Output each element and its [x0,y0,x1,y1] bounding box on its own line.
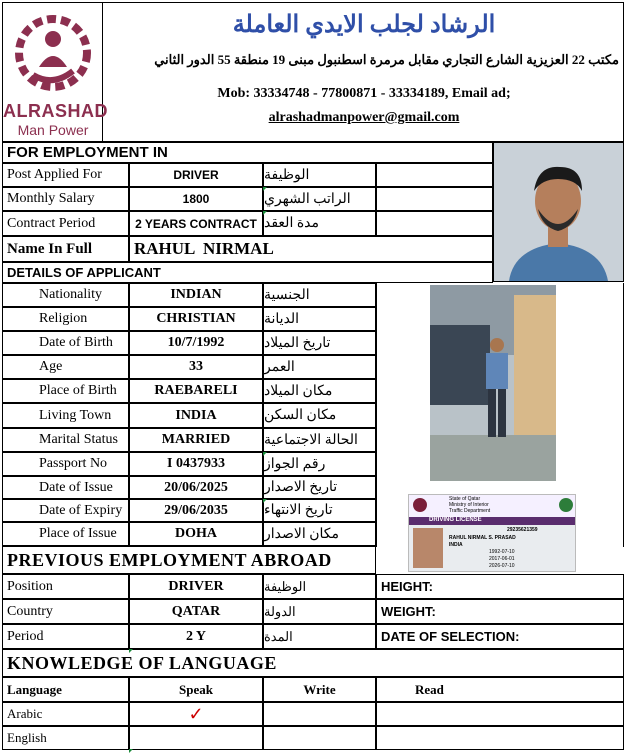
previous-value-text: QATAR [171,603,221,619]
previous-side [376,624,624,649]
lang-name-text: English [7,730,47,745]
cell-marker [129,649,133,653]
applicant-value-text: 33 [189,359,203,374]
applicant-label-text: Nationality [39,287,102,302]
applicant-value-text: 29/06/2035 [164,502,228,518]
checkmark-icon: ✓ [188,703,204,724]
name-label-text: Name In Full [7,240,93,257]
previous-side-text: WEIGHT: [381,604,436,619]
emp-label-contract [2,211,129,236]
lang-header-read [376,677,624,702]
applicant-arabic-text: مكان الاصدار [264,526,340,542]
section-previous [2,546,376,574]
portrait-image [494,143,623,281]
license-dob: 1992-07-10 [489,549,515,555]
applicant-label-text: Date of Birth [39,335,113,350]
previous-label [2,574,129,599]
cell-marker [263,187,267,191]
logo [3,3,108,141]
previous-side-text: DATE OF SELECTION: [381,629,520,644]
lang-header-language [2,677,129,702]
applicant-arabic [263,452,376,476]
lang-row-english-read[interactable] [376,726,624,750]
applicant-label [2,428,129,452]
applicant-arabic [263,522,376,546]
license-nat: INDIA [449,542,463,548]
applicant-value-text: INDIA [175,407,217,423]
applicant-value-text: CHRISTIAN [156,311,236,326]
applicant-value [129,428,263,452]
previous-side [376,599,624,624]
applicant-label-text: Age [39,359,63,374]
license-number: 29235621359 [507,527,538,533]
applicant-arabic-text: تاريخ الانتهاء [264,503,333,518]
applicant-arabic [263,428,376,452]
lang-name-text: Arabic [7,706,43,721]
applicant-label [2,476,129,499]
previous-label [2,624,129,649]
cell-marker [263,211,267,215]
license-dept: Traffic Department [449,508,491,514]
logo-mark [3,5,103,105]
previous-arabic [263,599,376,624]
applicant-value [129,355,263,379]
previous-arabic [263,574,376,599]
portrait-photo [493,142,624,282]
previous-arabic [263,624,376,649]
previous-arabic-text: الوظيفة [264,578,307,594]
applicant-value-text: MARRIED [161,432,231,447]
applicant-value [129,452,263,476]
previous-label-text: Country [7,603,53,619]
applicant-arabic [263,403,376,428]
applicant-label-text: Living Town [39,407,112,423]
applicant-label [2,331,129,355]
previous-value-text: DRIVER [168,578,224,594]
applicant-value [129,476,263,499]
emp-label-text: Post Applied For [7,167,102,182]
previous-value [129,574,263,599]
applicant-arabic-text: رقم الجواز [264,456,326,472]
section-employment [2,142,493,163]
lang-row-english-speak[interactable] [129,726,263,750]
applicant-value [129,307,263,331]
emp-arabic-post [263,163,376,187]
applicant-arabic-text: تاريخ الاصدار [264,480,338,495]
previous-label-text: Position [7,578,53,594]
emp-label-text: Monthly Salary [7,191,95,206]
lang-row-arabic-speak[interactable] [129,702,263,726]
applicant-label [2,452,129,476]
applicant-value [129,522,263,546]
lang-header-text: Read [415,681,444,697]
applicant-arabic [263,499,376,522]
applicant-value-text: DOHA [175,526,217,541]
applicant-arabic-text: مكان السكن [264,408,337,423]
emp-arabic-text: الوظيفة [264,167,310,183]
lang-header-text: Write [303,681,336,697]
emp-label-salary [2,187,129,211]
previous-value [129,599,263,624]
emp-label-post [2,163,129,187]
applicant-label-text: Place of Birth [39,383,117,398]
section-language [2,649,624,677]
lang-row-english-write[interactable] [263,726,376,750]
name-label [2,236,129,262]
license-ministry: Ministry of Interior [449,502,489,508]
applicant-label-text: Date of Issue [39,479,113,495]
lang-row-arabic-read[interactable] [376,702,624,726]
applicant-label [2,355,129,379]
applicant-label [2,403,129,428]
previous-side-text: HEIGHT: [381,579,433,594]
applicant-label [2,379,129,403]
previous-label-text: Period [7,628,44,644]
applicant-arabic-text: مكان الميلاد [264,383,333,399]
cell-marker [263,452,267,456]
emp-label-text: Contract Period [7,215,96,231]
emp-arabic-text: الراتب الشهري [264,191,351,207]
cell-marker [263,499,267,503]
lang-row-english-name [2,726,129,750]
license-name: RAHUL NIRMAL S. PRASAD [449,535,516,541]
email-line[interactable]: alrashadmanpower@gmail.com [268,110,460,125]
cell-marker [129,749,133,753]
applicant-label-text: Date of Expiry [39,502,123,518]
section-applicant-title: DETAILS OF APPLICANT [7,265,161,280]
emp-arabic-text: مدة العقد [264,216,320,231]
applicant-label-text: Marital Status [39,432,118,447]
license-first-issue: 2017-06-01 [489,556,515,562]
applicant-arabic-text: الجنسية [264,287,310,303]
applicant-arabic [263,283,376,307]
applicant-value [129,403,263,428]
lang-row-arabic-name [2,702,129,726]
emp-arabic-contract [263,211,376,236]
applicant-arabic [263,476,376,499]
logo-name: ALRASHAD [3,101,108,121]
section-employment-title: FOR EMPLOYMENT IN [7,144,168,161]
applicant-value-text: 20/06/2025 [164,479,228,495]
emp-blank-salary [376,187,493,211]
applicant-arabic [263,379,376,403]
previous-value-text: 2 Y [185,628,207,644]
license-state: State of Qatar [449,496,481,502]
lang-row-arabic-write[interactable] [263,702,376,726]
emp-blank-post [376,163,493,187]
applicant-value-text: 10/7/1992 [167,335,225,350]
applicant-value [129,331,263,355]
applicant-value-text: INDIAN [170,287,222,302]
applicant-arabic-text: الديانة [264,311,300,327]
applicant-label [2,283,129,307]
lang-header-speak [129,677,263,702]
applicant-label-text: Passport No [39,456,108,471]
applicant-value [129,283,263,307]
emp-value-post [129,163,263,187]
right-photo-area [376,283,624,547]
applicant-arabic [263,307,376,331]
lang-header-text: Language [7,681,62,697]
name-value-text: RAHUL NIRMAL [134,239,274,258]
previous-label [2,599,129,624]
applicant-value [129,379,263,403]
previous-value [129,624,263,649]
mob-line: Mob: 33334748 - 77800871 - 33334189, Email ad; [217,86,511,101]
previous-side [376,574,624,599]
applicant-arabic-text: العمر [264,359,295,375]
emp-value-contract [129,211,263,236]
applicant-value [129,499,263,522]
license-validity: 2026-07-10 [489,563,515,569]
lang-header-text: Speak [179,681,213,697]
applicant-arabic [263,355,376,379]
applicant-value-text: RAEBARELI [154,383,238,398]
lang-header-write [263,677,376,702]
applicant-label-text: Place of Issue [39,526,117,541]
emp-value-text: DRIVER [173,168,219,182]
applicant-value-text: I 0437933 [167,456,225,471]
logo-sub: Man Power [17,122,89,138]
emp-value-text: 2 YEARS CONTRACT [135,216,257,231]
section-language-title: KNOWLEDGE OF LANGUAGE [7,652,277,673]
previous-arabic-text: المدة [264,628,293,644]
arabic-title: الرشاد لجلب الايدي العاملة [232,12,496,38]
emp-arabic-salary [263,187,376,211]
applicant-label [2,499,129,522]
section-applicant [2,262,493,283]
emp-value-salary [129,187,263,211]
emp-value-text: 1800 [182,192,210,206]
applicant-arabic [263,331,376,355]
name-value [129,236,493,262]
applicant-arabic-text: الحالة الاجتماعية [264,432,358,448]
emp-blank-contract [376,211,493,236]
applicant-label [2,522,129,546]
arabic-address: مكتب 22 العزيزية الشارع التجاري مقابل مرمرة اسطنبول مبنى 19 منطقة 55 الدور الثاني [154,52,619,67]
applicant-label [2,307,129,331]
license-title: DRIVING LICENSE [429,517,482,523]
section-previous-title: PREVIOUS EMPLOYMENT ABROAD [7,549,332,570]
applicant-label-text: Religion [39,311,88,326]
previous-arabic-text: الدولة [264,603,296,619]
applicant-arabic-text: تاريخ الميلاد [264,335,331,351]
